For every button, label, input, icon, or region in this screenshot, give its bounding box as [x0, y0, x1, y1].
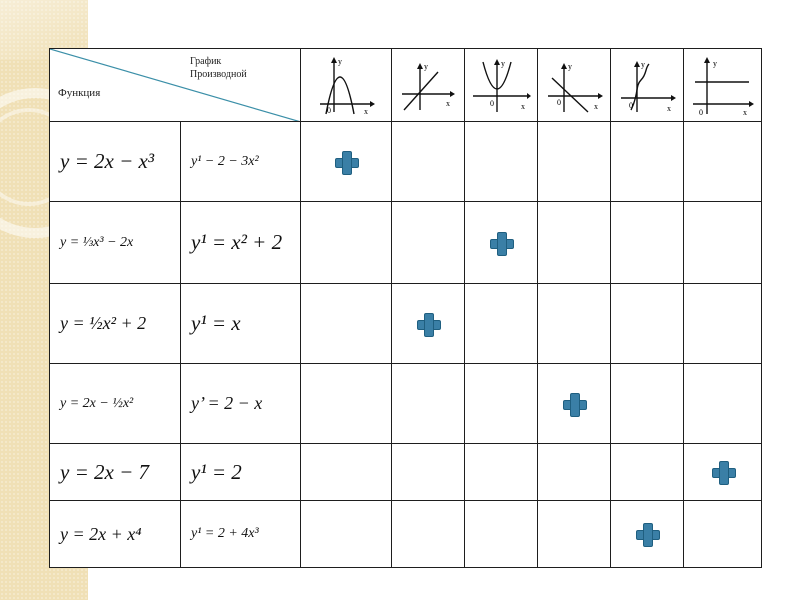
- match-cell[interactable]: [538, 284, 611, 364]
- graph-header-cell-5: [611, 49, 684, 122]
- axis-x-label: x: [594, 102, 598, 111]
- derivative-cell: [181, 202, 301, 284]
- match-cell[interactable]: [684, 501, 762, 568]
- plus-mark-icon: [712, 461, 734, 483]
- axis-x-label: x: [446, 99, 450, 108]
- match-cell[interactable]: [392, 444, 465, 501]
- cubic-icon: [617, 54, 677, 116]
- function-formula: y = ½x² + 2: [60, 313, 147, 333]
- derivative-formula: y¹ − 2 − 3x²: [191, 153, 259, 169]
- match-cell[interactable]: [465, 444, 538, 501]
- origin-label: 0: [327, 106, 331, 115]
- match-cell[interactable]: [611, 444, 684, 501]
- header-row: [50, 49, 762, 122]
- match-cell[interactable]: [392, 501, 465, 568]
- match-cell[interactable]: [538, 444, 611, 501]
- graph-header-cell-2: [392, 49, 465, 122]
- axis-y-label: y: [424, 62, 428, 71]
- axis-x-label: x: [742, 108, 747, 116]
- match-cell[interactable]: [301, 364, 392, 444]
- table-row: [50, 444, 762, 501]
- derivative-cell: [181, 501, 301, 568]
- plus-mark-icon: [490, 232, 512, 254]
- corner-header-cell: [50, 49, 301, 122]
- axis-y-label: y: [338, 57, 342, 66]
- table-row: [50, 202, 762, 284]
- match-cell[interactable]: [538, 202, 611, 284]
- function-formula: y = 2x − x³: [60, 149, 155, 173]
- match-cell[interactable]: [611, 122, 684, 202]
- derivative-formula: y¹ = 2 + 4x³: [191, 526, 259, 541]
- derivative-cell: [181, 284, 301, 364]
- function-formula: y = 2x + x⁴: [60, 523, 142, 544]
- axis-y-label: y: [568, 62, 572, 71]
- match-cell[interactable]: [465, 284, 538, 364]
- match-cell[interactable]: [611, 202, 684, 284]
- derivative-formula: y’ = 2 − x: [191, 393, 263, 413]
- function-cell: [50, 122, 181, 202]
- table-row: [50, 284, 762, 364]
- match-cell[interactable]: [611, 501, 684, 568]
- function-cell: [50, 364, 181, 444]
- axis-y-label: y: [501, 59, 505, 68]
- origin-label: 0: [557, 98, 561, 107]
- table-row: [50, 122, 762, 202]
- origin-label: 0: [698, 108, 703, 116]
- derivative-cell: [181, 122, 301, 202]
- match-cell[interactable]: [301, 202, 392, 284]
- match-cell[interactable]: [465, 122, 538, 202]
- axis-x-label: x: [521, 102, 525, 111]
- graph-header-line1: График: [190, 56, 222, 67]
- parabola-up-icon: [471, 54, 531, 116]
- line-falling-icon: [544, 54, 604, 116]
- graph-header-line2: Производной: [190, 69, 247, 80]
- derivative-formula: y¹ = x² + 2: [191, 230, 283, 254]
- function-column-header: Функция: [58, 87, 101, 99]
- plus-mark-icon: [417, 313, 439, 335]
- match-cell[interactable]: [392, 364, 465, 444]
- match-cell[interactable]: [684, 444, 762, 501]
- origin-label: 0: [629, 101, 633, 110]
- match-cell[interactable]: [301, 444, 392, 501]
- axis-x-label: x: [667, 104, 671, 113]
- function-cell: [50, 202, 181, 284]
- match-cell[interactable]: [611, 284, 684, 364]
- graph-header-cell-3: [465, 49, 538, 122]
- axis-x-label: x: [364, 107, 368, 116]
- derivative-cell: [181, 364, 301, 444]
- derivative-formula: y¹ = 2: [191, 459, 242, 484]
- match-cell[interactable]: [301, 284, 392, 364]
- derivative-formula: y¹ = x: [191, 311, 241, 335]
- match-cell[interactable]: [465, 364, 538, 444]
- origin-label: 0: [490, 99, 494, 108]
- function-cell: [50, 444, 181, 501]
- match-cell[interactable]: [392, 122, 465, 202]
- match-cell[interactable]: [465, 202, 538, 284]
- horizontal-line-icon: [691, 54, 755, 116]
- function-cell: [50, 501, 181, 568]
- graph-header-cell-1: [301, 49, 392, 122]
- derivative-matching-table: [49, 48, 762, 568]
- match-cell[interactable]: [684, 364, 762, 444]
- match-cell[interactable]: [684, 202, 762, 284]
- table-row: [50, 364, 762, 444]
- match-cell[interactable]: [538, 501, 611, 568]
- match-cell[interactable]: [538, 122, 611, 202]
- function-cell: [50, 284, 181, 364]
- match-cell[interactable]: [392, 284, 465, 364]
- match-cell[interactable]: [538, 364, 611, 444]
- axis-y-label: y: [641, 60, 645, 69]
- axis-y-label: y: [712, 59, 717, 68]
- table-row: [50, 501, 762, 568]
- match-cell[interactable]: [392, 202, 465, 284]
- graph-column-header: [190, 55, 290, 81]
- derivative-cell: [181, 444, 301, 501]
- plus-mark-icon: [335, 151, 357, 173]
- match-cell[interactable]: [301, 501, 392, 568]
- match-cell[interactable]: [301, 122, 392, 202]
- function-formula: y = 2x − 7: [60, 459, 149, 484]
- match-cell[interactable]: [611, 364, 684, 444]
- match-cell[interactable]: [465, 501, 538, 568]
- parabola-down-icon: [316, 54, 376, 116]
- plus-mark-icon: [563, 393, 585, 415]
- graph-header-cell-4: [538, 49, 611, 122]
- function-formula: y = ⅓x³ − 2x: [60, 234, 134, 250]
- line-rising-icon: [398, 54, 458, 116]
- graph-header-cell-6: [684, 49, 762, 122]
- plus-mark-icon: [636, 523, 658, 545]
- match-cell[interactable]: [684, 284, 762, 364]
- match-cell[interactable]: [684, 122, 762, 202]
- function-formula: y = 2x − ½x²: [60, 395, 134, 411]
